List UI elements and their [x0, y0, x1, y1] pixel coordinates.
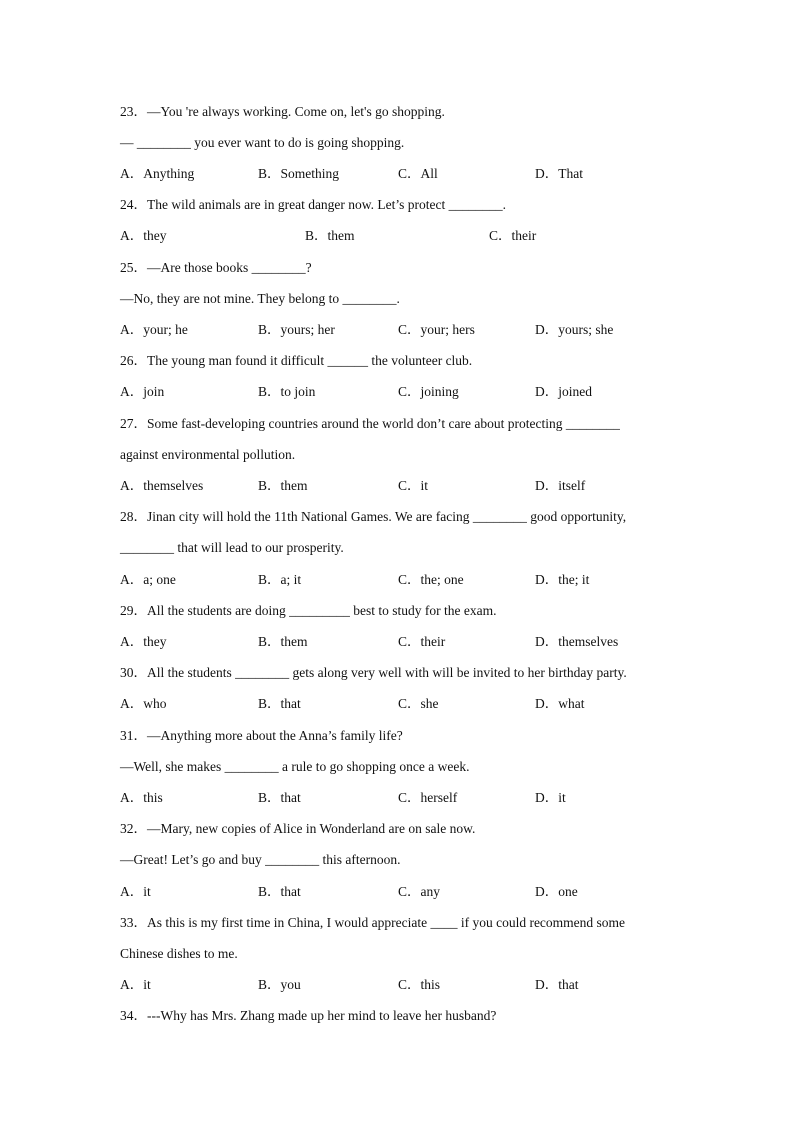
question-30-option-c: C．she — [398, 696, 439, 711]
question-28-option-c: C．the; one — [398, 572, 464, 587]
question-34-stem: 34．---Why has Mrs. Zhang made up her mind to leave her husband? — [120, 1008, 497, 1023]
question-26-stem: 26．The young man found it difficult ______ the volunteer club. — [120, 353, 473, 368]
question-24-option-a: A．they — [120, 228, 167, 243]
question-33-stem: 33．As this is my first time in China, I would appreciate ____ if you could recommend some — [120, 915, 626, 930]
question-32-option-c: C．any — [398, 884, 440, 899]
question-23-line-2: — ________ you ever want to do is going shopping. — [120, 135, 405, 150]
question-28-stem: 28．Jinan city will hold the 11th National Games. We are facing ________ good opportunity, — [120, 509, 627, 524]
question-31-option-b: B．that — [258, 790, 301, 805]
question-29-option-b: B．them — [258, 634, 308, 649]
question-23-option-c: C．All — [398, 166, 438, 181]
question-27-option-c: C．it — [398, 478, 429, 493]
question-31-stem: 31．—Anything more about the Anna’s family life? — [120, 728, 403, 743]
question-27-option-a: A．themselves — [120, 478, 204, 493]
question-26-option-b: B．to join — [258, 384, 316, 399]
question-25-option-c: C．your; hers — [398, 322, 475, 337]
question-31-option-d: D．it — [535, 790, 566, 805]
question-29-option-c: C．their — [398, 634, 446, 649]
question-23-option-d: D．That — [535, 166, 583, 181]
question-29-option-d: D．themselves — [535, 634, 619, 649]
question-25-option-b: B．yours; her — [258, 322, 335, 337]
question-32-option-b: B．that — [258, 884, 301, 899]
question-23-stem: 23．—You 're always working. Come on, let's go shopping. — [120, 104, 445, 119]
question-23-option-a: A．Anything — [120, 166, 195, 181]
question-29-stem: 29．All the students are doing _________ best to study for the exam. — [120, 603, 497, 618]
question-30-stem: 30．All the students ________ gets along very well with will be invited to her birthday party. — [120, 665, 627, 680]
question-33-option-a: A．it — [120, 977, 151, 992]
question-33-option-c: C．this — [398, 977, 441, 992]
question-26-option-c: C．joining — [398, 384, 459, 399]
question-27-option-b: B．them — [258, 478, 308, 493]
question-32-option-a: A．it — [120, 884, 151, 899]
question-28-option-d: D．the; it — [535, 572, 590, 587]
question-26-option-d: D．joined — [535, 384, 592, 399]
question-33-option-d: D．that — [535, 977, 579, 992]
question-33-option-b: B．you — [258, 977, 301, 992]
question-24-option-c: C．their — [489, 228, 537, 243]
question-25-option-a: A．your; he — [120, 322, 188, 337]
question-33-line-2: Chinese dishes to me. — [120, 946, 238, 961]
question-27-line-2: against environmental pollution. — [120, 447, 296, 462]
question-28-option-b: B．a; it — [258, 572, 302, 587]
question-31-line-2: —Well, she makes ________ a rule to go shopping once a week. — [120, 759, 470, 774]
question-30-option-b: B．that — [258, 696, 301, 711]
question-32-stem: 32．—Mary, new copies of Alice in Wonderland are on sale now. — [120, 821, 476, 836]
question-26-option-a: A．join — [120, 384, 165, 399]
question-24-option-b: B．them — [305, 228, 355, 243]
question-23-option-b: B．Something — [258, 166, 340, 181]
question-27-stem: 27．Some fast-developing countries around the world don’t care about protecting ________ — [120, 416, 620, 431]
question-25-stem: 25．—Are those books ________? — [120, 260, 312, 275]
question-25-line-2: —No, they are not mine. They belong to ________. — [120, 291, 400, 306]
question-29-option-a: A．they — [120, 634, 167, 649]
question-32-option-d: D．one — [535, 884, 578, 899]
question-31-option-c: C．herself — [398, 790, 458, 805]
question-25-option-d: D．yours; she — [535, 322, 614, 337]
question-32-line-2: —Great! Let’s go and buy ________ this afternoon. — [120, 852, 401, 867]
question-27-option-d: D．itself — [535, 478, 586, 493]
question-30-option-d: D．what — [535, 696, 585, 711]
question-28-line-2: ________ that will lead to our prosperity. — [120, 540, 344, 555]
question-30-option-a: A．who — [120, 696, 167, 711]
question-31-option-a: A．this — [120, 790, 163, 805]
question-28-option-a: A．a; one — [120, 572, 176, 587]
question-24-stem: 24．The wild animals are in great danger now. Let’s protect ________. — [120, 197, 507, 212]
